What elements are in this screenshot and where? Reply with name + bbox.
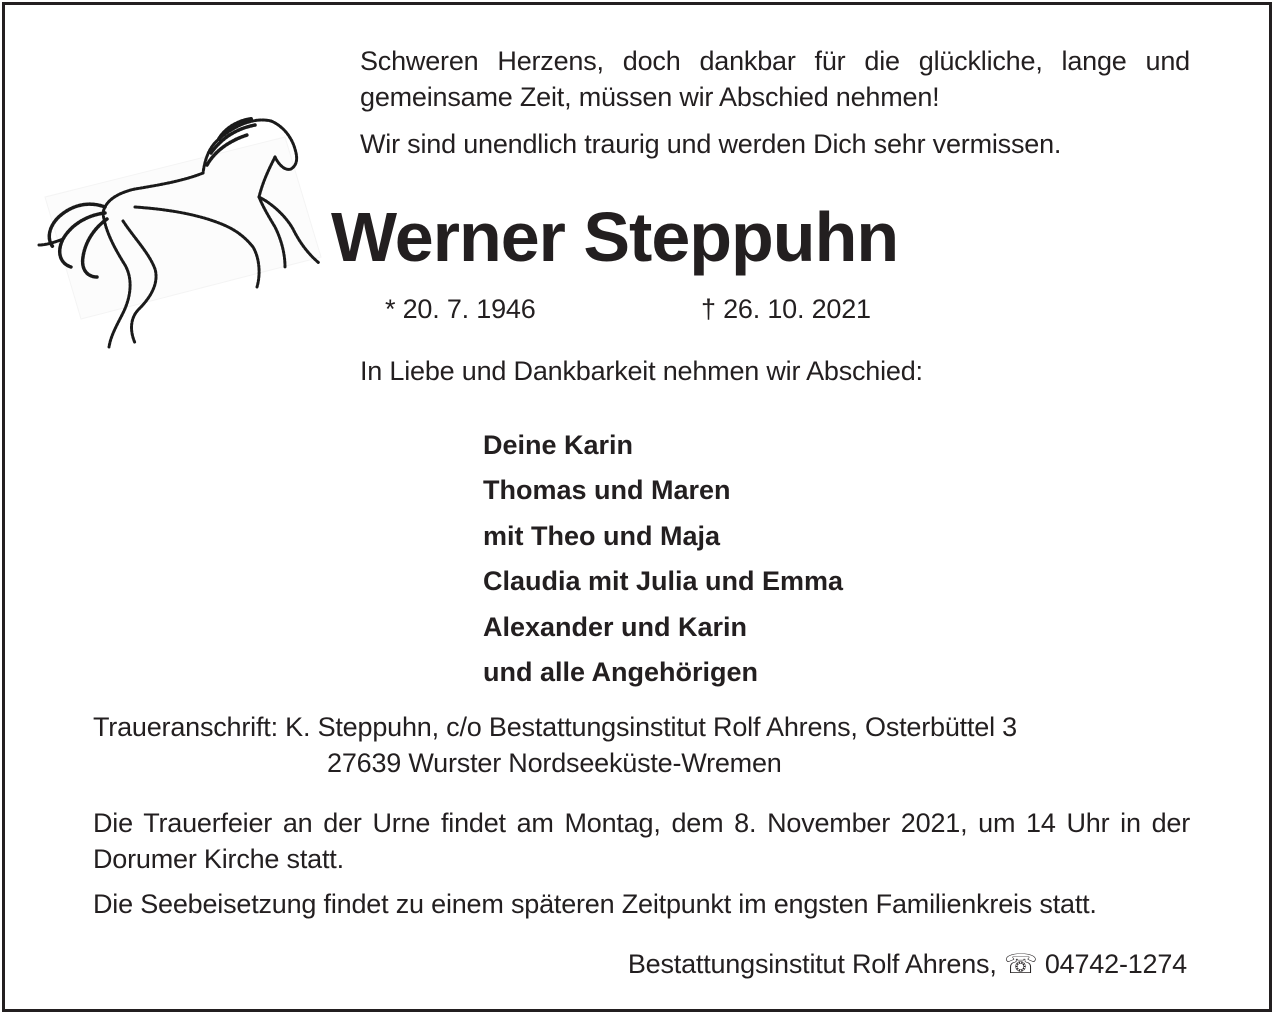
funeral-home-phone: 04742-1274 — [1044, 949, 1187, 979]
intro-paragraph: Schweren Herzens, doch dankbar für die glückliche, lange und gemeinsame Zeit, müssen wir Abschied nehmen! — [360, 46, 1190, 112]
telephone-icon: ☏ — [1003, 949, 1038, 979]
ceremony-notice: Die Trauerfeier an der Urne findet am Montag, dem 8. November 2021, um 14 Uhr in der Dorumer Kirche statt. — [93, 808, 1190, 874]
mourner-entry: und alle Angehörigen — [483, 657, 759, 688]
horse-icon — [23, 97, 323, 367]
mourning-address-line2: 27639 Wurster Nordseeküste-Wremen — [327, 748, 782, 778]
obituary-frame — [2, 2, 1272, 1012]
mourning-address-line1: Traueranschrift: K. Steppuhn, c/o Bestattungsinstitut Rolf Ahrens, Osterbüttel 3 — [93, 712, 1017, 742]
horse-illustration — [23, 97, 323, 367]
funeral-home-line — [628, 946, 1187, 982]
funeral-home-name: Bestattungsinstitut Rolf Ahrens, — [627, 949, 997, 979]
deceased-name: Werner Steppuhn — [331, 198, 899, 276]
farewell-line: In Liebe und Dankbarkeit nehmen wir Abschied: — [360, 356, 923, 386]
burial-notice: Die Seebeisetzung findet zu einem späteren Zeitpunkt im engsten Familienkreis statt. — [93, 889, 1097, 919]
mourners-list — [483, 423, 843, 695]
mourner-entry: Thomas und Maren — [483, 475, 731, 506]
mourner-entry: Alexander und Karin — [483, 611, 748, 642]
intro-missing-line: Wir sind unendlich traurig und werden Dich sehr vermissen. — [360, 129, 1062, 159]
mourner-entry: Deine Karin — [483, 430, 634, 460]
mourner-entry: Claudia mit Julia und Emma — [483, 566, 844, 597]
death-date: † 26. 10. 2021 — [701, 294, 871, 324]
mourner-entry: mit Theo und Maja — [483, 520, 721, 551]
birth-date: * 20. 7. 1946 — [385, 294, 536, 324]
